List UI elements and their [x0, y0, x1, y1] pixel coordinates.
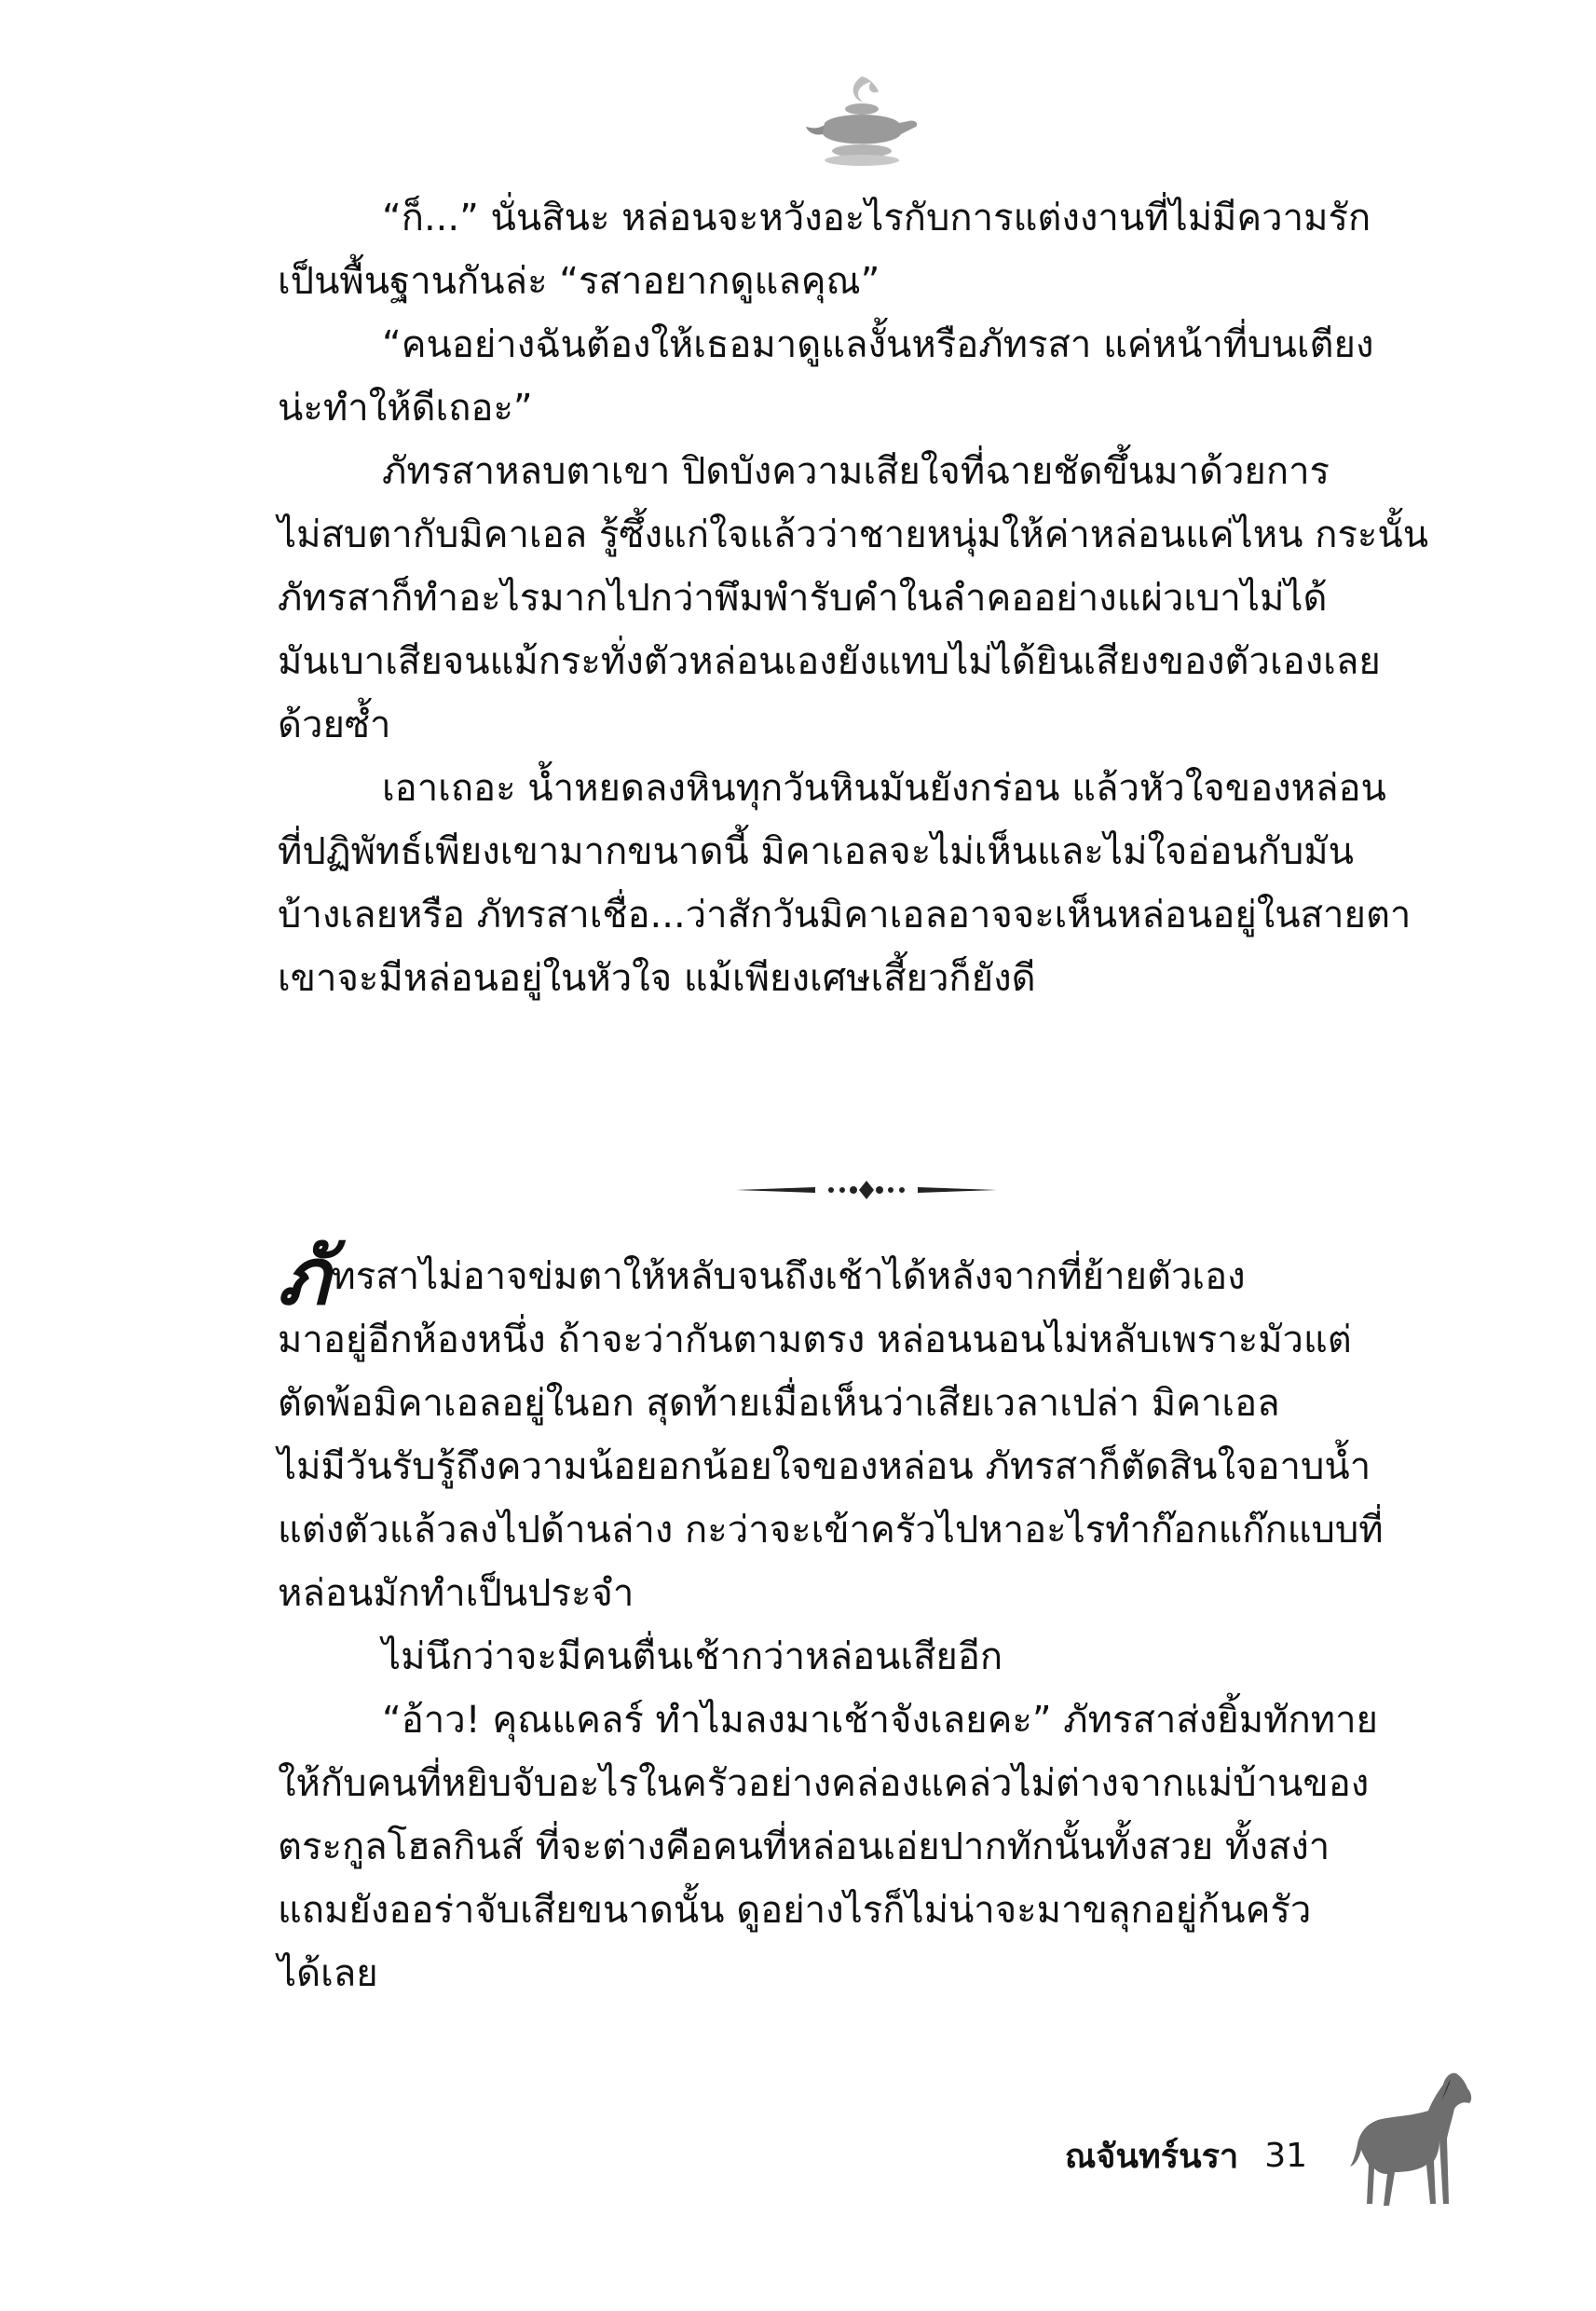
text-line: ให้กับคนที่หยิบจับอะไรในครัวอย่างคล่องแคล่วไม่ต่างจากแม่บ้านของ — [278, 1762, 1370, 1805]
text-line: เอาเถอะ น้ำหยดลงหินทุกวันหินมันยังกร่อน แล้วหัวใจของหล่อน — [382, 767, 1386, 810]
text-line: ที่ปฏิพัทธ์เพียงเขามากขนาดนี้ มิคาเอลจะไม่เห็นและไม่ใจอ่อนกับมัน — [278, 830, 1354, 873]
author-name: ณจันทร์นรา — [1064, 2138, 1239, 2176]
text-line: เป็นพื้นฐานกันล่ะ “รสาอยากดูแลคุณ” — [278, 260, 880, 303]
text-line: ไม่สบตากับมิคาเอล รู้ซึ้งแก่ใจแล้วว่าชายหนุ่มให้ค่าหล่อนแค่ไหน กระนั้น — [278, 513, 1429, 556]
text-line: “อ้าว! คุณแคลร์ ทำไมลงมาเช้าจังเลยคะ” ภัทรสาส่งยิ้มทักทาย — [382, 1699, 1378, 1742]
paragraph-block-1 — [278, 186, 1442, 1010]
text-line: มันเบาเสียจนแม้กระทั่งตัวหล่อนเองยังแทบไม่ได้ยินเสียงของตัวเองเลย — [278, 640, 1381, 683]
text-line: ภัทรสาหลบตาเขา ปิดบังความเสียใจที่ฉายชัดขึ้นมาด้วยการ — [382, 450, 1330, 493]
text-line: ไม่นึกว่าจะมีคนตื่นเช้ากว่าหล่อนเสียอีก — [382, 1635, 1003, 1678]
text-line: บ้างเลยหรือ ภัทรสาเชื่อ...ว่าสักวันมิคาเอลอาจจะเห็นหล่อนอยู่ในสายตา — [278, 894, 1412, 937]
text-line: ภัทรสาก็ทำอะไรมากไปกว่าพึมพำรับคำในลำคออย่างแผ่วเบาไม่ได้ — [278, 577, 1328, 620]
text-line: ตระกูลโฮลกินส์ ที่จะต่างคือคนที่หล่อนเอ่ยปากทักนั้นทั้งสวย ทั้งสง่า — [278, 1826, 1330, 1868]
text-line: แถมยังออร่าจับเสียขนาดนั้น ดูอย่างไรก็ไม่น่าจะมาขลุกอยู่ก้นครัว — [278, 1889, 1312, 1932]
text-line: น่ะทำให้ดีเถอะ” — [278, 387, 533, 430]
dropcap-line-text: ทรสาไม่อาจข่มตาให้หลับจนถึงเช้าได้หลังจากที่ย้ายตัวเอง — [331, 1255, 1246, 1298]
text-line: ไม่มีวันรับรู้ถึงความน้อยอกน้อยใจของหล่อน ภัทรสาก็ตัดสินใจอาบน้ำ — [278, 1445, 1371, 1488]
text-line: “ก็...” นั่นสินะ หล่อนจะหวังอะไรกับการแต่งงานที่ไม่มีความรัก — [382, 197, 1371, 239]
text-line: “คนอย่างฉันต้องให้เธอมาดูแลงั้นหรือภัทรสา แค่หน้าที่บนเตียง — [382, 323, 1374, 366]
section-divider-ornament-icon — [727, 1176, 1006, 1204]
lamp-ornament-icon — [797, 67, 927, 170]
page-number: 31 — [1264, 2137, 1307, 2175]
page-footer — [1065, 2129, 1307, 2182]
text-line: แต่งตัวแล้วลงไปด้านล่าง กะว่าจะเข้าครัวไปหาอะไรทำก๊อกแก๊กแบบที่ — [278, 1509, 1384, 1552]
text-line: หล่อนมักทำเป็นประจำ — [278, 1572, 634, 1615]
paragraph-block-2 — [278, 1230, 1442, 2005]
horse-icon — [1346, 2064, 1486, 2222]
text-line: ด้วยซ้ำ — [278, 704, 391, 746]
text-line: ตัดพ้อมิคาเอลอยู่ในอก สุดท้ายเมื่อเห็นว่าเสียเวลาเปล่า มิคาเอล — [278, 1382, 1280, 1425]
text-line: เขาจะมีหล่อนอยู่ในหัวใจ แม้เพียงเศษเสี้ยวก็ยังดี — [278, 957, 1036, 1000]
text-line: ได้เลย — [278, 1952, 378, 1995]
text-line: มาอยู่อีกห้องหนึ่ง ถ้าจะว่ากันตามตรง หล่อนนอนไม่หลับเพราะมัวแต่ — [278, 1319, 1352, 1361]
drop-cap: ภั — [278, 1230, 330, 1322]
dropcap-line — [278, 1230, 1442, 1322]
